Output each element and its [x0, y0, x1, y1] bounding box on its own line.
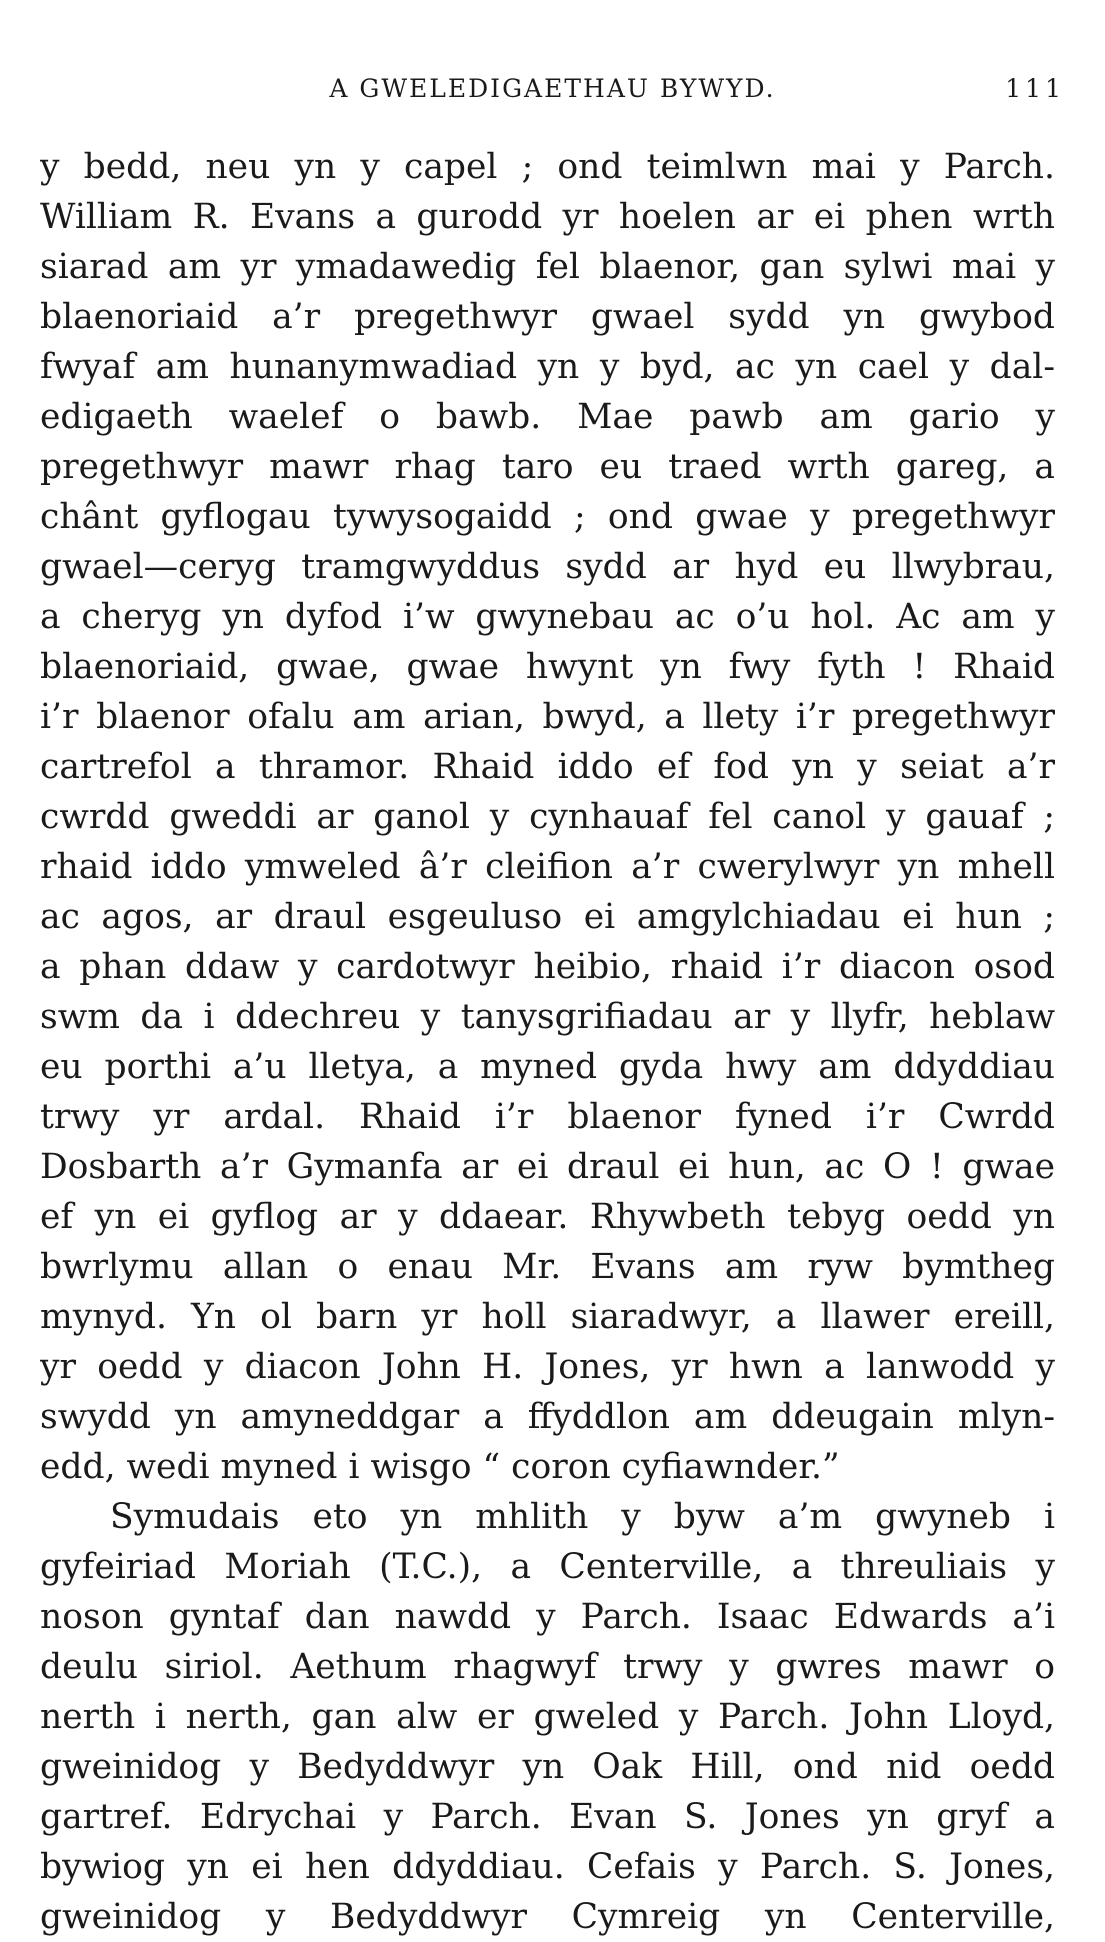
running-title: A GWELEDIGAETHAU BYWYD.: [329, 74, 776, 103]
body-text: [40, 142, 1055, 1942]
text-line: deulu siriol. Aethum rhagwyf trwy y gwres mawr o: [40, 1647, 1055, 1687]
text-line: Dosbarth a’r Gymanfa ar ei draul ei hun, ac O ! gwae: [40, 1147, 1055, 1187]
text-line: bywiog yn ei hen ddyddiau. Cefais y Parch. S. Jones,: [40, 1847, 1055, 1887]
text-line: fwyaf am hunanymwadiad yn y byd, ac yn cael y dal-: [40, 347, 1055, 387]
text-line: trwy yr ardal. Rhaid i’r blaenor fyned i’r Cwrdd: [40, 1097, 1055, 1137]
text-line: swydd yn amyneddgar a ffyddlon am ddeugain mlyn-: [40, 1397, 1055, 1437]
text-line: edd, wedi myned i wisgo “ coron cyfiawnder.”: [40, 1447, 840, 1487]
text-line: ac agos, ar draul esgeuluso ei amgylchiadau ei hun ;: [40, 897, 1055, 937]
text-line: blaenoriaid a’r pregethwyr gwael sydd yn gwybod: [40, 297, 1055, 337]
text-line: i’r blaenor ofalu am arian, bwyd, a llety i’r pregethwyr: [40, 697, 1055, 737]
text-line: a cheryg yn dyfod i’w gwynebau ac o’u hol. Ac am y: [40, 597, 1055, 637]
text-line: eu porthi a’u lletya, a myned gyda hwy am ddyddiau: [40, 1047, 1055, 1087]
text-line: blaenoriaid, gwae, gwae hwynt yn fwy fyth ! Rhaid: [40, 647, 1055, 687]
text-line: gartref. Edrychai y Parch. Evan S. Jones yn gryf a: [40, 1797, 1055, 1837]
text-line: cwrdd gweddi ar ganol y cynhauaf fel canol y gauaf ;: [40, 797, 1055, 837]
paragraph-1: [40, 142, 1055, 1492]
text-line: nerth i nerth, gan alw er gweled y Parch. John Lloyd,: [40, 1697, 1055, 1737]
text-line: mynyd. Yn ol barn yr holl siaradwyr, a llawer ereill,: [40, 1297, 1055, 1337]
text-line: gweinidog y Bedyddwyr Cymreig yn Centerville,: [40, 1897, 1055, 1937]
text-line: ef yn ei gyflog ar y ddaear. Rhywbeth tebyg oedd yn: [40, 1197, 1055, 1237]
text-line: bwrlymu allan o enau Mr. Evans am ryw bymtheg: [40, 1247, 1055, 1287]
running-head: [40, 70, 1065, 110]
text-line: rhaid iddo ymweled â’r cleifion a’r cwerylwyr yn mhell: [40, 847, 1055, 887]
text-line: Symudais eto yn mhlith y byw a’m gwyneb i: [110, 1497, 1055, 1537]
text-line: chânt gyflogau tywysogaidd ; ond gwae y pregethwyr: [40, 497, 1055, 537]
text-line: William R. Evans a gurodd yr hoelen ar ei phen wrth: [40, 197, 1055, 237]
text-line: cartrefol a thramor. Rhaid iddo ef fod yn y seiat a’r: [40, 747, 1055, 787]
text-line: siarad am yr ymadawedig fel blaenor, gan sylwi mai y: [40, 247, 1055, 287]
text-line: noson gyntaf dan nawdd y Parch. Isaac Edwards a’i: [40, 1597, 1055, 1637]
text-line: edigaeth waelef o bawb. Mae pawb am gario y: [40, 397, 1055, 437]
paragraph-2: [40, 1492, 1055, 1942]
text-line: swm da i ddechreu y tanysgrifiadau ar y llyfr, heblaw: [40, 997, 1055, 1037]
text-line: gwael—ceryg tramgwyddus sydd ar hyd eu llwybrau,: [40, 547, 1055, 587]
text-line: gyfeiriad Moriah (T.C.), a Centerville, a threuliais y: [40, 1547, 1055, 1587]
text-line: y bedd, neu yn y capel ; ond teimlwn mai y Parch.: [40, 147, 1055, 187]
text-line: gweinidog y Bedyddwyr yn Oak Hill, ond nid oedd: [40, 1747, 1055, 1787]
page-number: 111: [1005, 74, 1065, 103]
text-line: yr oedd y diacon John H. Jones, yr hwn a lanwodd y: [40, 1347, 1055, 1387]
text-line: pregethwyr mawr rhag taro eu traed wrth gareg, a: [40, 447, 1055, 487]
text-line: a phan ddaw y cardotwyr heibio, rhaid i’r diacon osod: [40, 947, 1055, 987]
